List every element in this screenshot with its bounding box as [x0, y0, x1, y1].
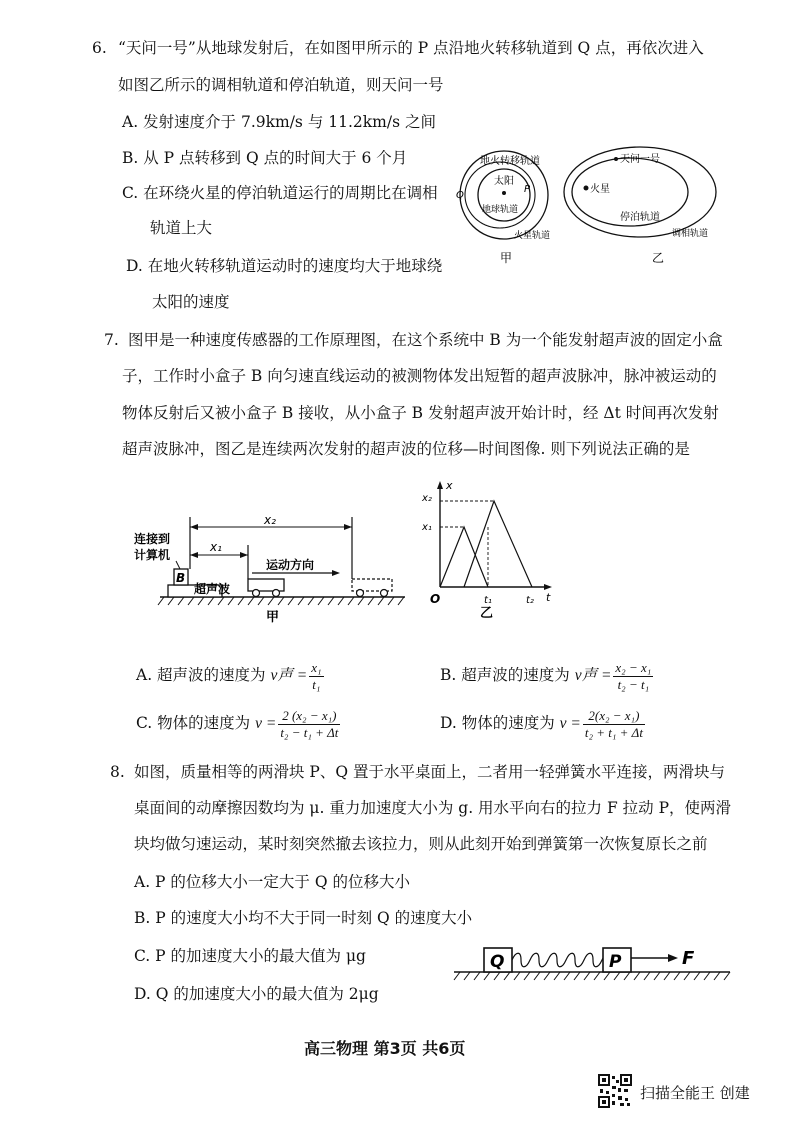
q7-yi-label-x: x	[446, 479, 453, 492]
q8-option-c: C. P 的加速度大小的最大值为 μg	[134, 947, 366, 965]
q7-sensor-figure-jia	[130, 505, 410, 630]
q8-stem-line3: 块均做匀速运动，某时刻突然撤去该拉力，则从此刻开始到弹簧第一次恢复原长之前	[134, 835, 708, 853]
q6-stem-line2: 如图乙所示的调相轨道和停泊轨道，则天问一号	[118, 76, 444, 94]
q7-jia-label-x2: x₂	[264, 513, 276, 527]
q6-yi-label-phase: 调相轨道	[672, 229, 709, 239]
q8-fig-label-q: Q	[490, 952, 505, 972]
q7-jia-label-b: B	[176, 571, 186, 585]
q7-number: 7.	[104, 331, 119, 349]
q6-jia-label-earth-orbit: 地球轨道	[482, 205, 519, 215]
q7-stem-line1: 图甲是一种速度传感器的工作原理图，在这个系统中 B 为一个能发射超声波的固定小盒	[128, 331, 723, 349]
q6-jia-label-p: P	[524, 184, 531, 195]
qr-code-icon	[598, 1074, 632, 1108]
q6-jia-label-mars-orbit: 火星轨道	[514, 231, 551, 241]
q8-fig-label-p: P	[609, 952, 622, 972]
q7-option-c	[136, 703, 342, 743]
q6-yi-label-mars: 火星	[590, 184, 610, 195]
q7-yi-label-o: O	[430, 592, 441, 606]
q7-yi-label-x2: x₂	[422, 493, 432, 504]
q7-option-b-numerator: x₂ − x₁	[615, 659, 652, 675]
q7-jia-caption: 甲	[266, 610, 280, 625]
q7-option-b-fraction	[613, 661, 653, 692]
q7-jia-label-direction: 运动方向	[266, 558, 315, 572]
q8-option-a: A. P 的位移大小一定大于 Q 的位移大小	[134, 873, 410, 891]
q6-yi-label-parking: 停泊轨道	[620, 212, 660, 223]
q7-option-b-v: v声 =	[574, 667, 612, 684]
q7-option-a	[136, 655, 326, 695]
q7-option-d-numerator: 2(x₂ − x₁)	[583, 709, 645, 725]
q7-jia-label-connect: 连接到	[134, 532, 171, 546]
q7-yi-label-t: t	[546, 591, 551, 604]
q7-stem-line4: 超声波脉冲，图乙是连续两次发射的超声波的位移—时间图像. 则下列说法正确的是	[122, 440, 690, 458]
q7-option-b-denominator: t₂ − t₁	[617, 676, 650, 692]
q7-option-a-numerator: x₁	[311, 659, 322, 675]
q7-option-d-fraction	[583, 709, 645, 740]
q7-yi-label-t1: t₁	[484, 595, 492, 606]
q7-option-a-denominator: t₁	[312, 676, 321, 692]
q7-option-d-v: v =	[559, 715, 581, 732]
q8-option-b: B. P 的速度大小均不大于同一时刻 Q 的速度大小	[134, 909, 473, 927]
q7-yi-label-x1: x₁	[422, 522, 432, 533]
q7-option-c-fraction	[278, 709, 340, 740]
q7-option-c-denominator: t₂ − t₁ + Δt	[280, 724, 339, 740]
q6-option-b: B. 从 P 点转移到 Q 点的时间大于 6 个月	[122, 149, 408, 167]
q7-option-c-text: C. 物体的速度为	[136, 714, 256, 732]
q7-option-c-v: v =	[255, 715, 277, 732]
q6-option-c-1: C. 在环绕火星的停泊轨道运行的周期比在调相	[122, 184, 438, 202]
q6-number: 6.	[92, 39, 107, 57]
q6-option-a: A. 发射速度介于 7.9km/s 与 11.2km/s 之间	[122, 113, 436, 131]
q7-option-b	[440, 655, 655, 695]
q6-orbit-figure-jia	[454, 140, 554, 270]
q6-orbit-figure-yi	[560, 140, 720, 270]
q6-option-c-2: 轨道上大	[150, 219, 213, 237]
q6-yi-caption: 乙	[652, 251, 665, 265]
q6-jia-label-q: Q	[456, 190, 464, 201]
q7-jia-label-x1: x₁	[210, 540, 222, 554]
q7-option-d-text: D. 物体的速度为	[440, 714, 560, 732]
q8-stem-line1: 如图，质量相等的两滑块 P、Q 置于水平桌面上，二者用一轻弹簧水平连接，两滑块与	[134, 763, 725, 781]
q7-jia-label-ultrasonic: 超声波	[194, 582, 231, 596]
q7-jia-label-computer: 计算机	[134, 548, 171, 562]
q7-option-b-text: B. 超声波的速度为	[440, 666, 575, 684]
q8-spring-figure	[448, 938, 738, 998]
q7-yi-caption: 乙	[480, 606, 494, 620]
q6-jia-caption: 甲	[500, 251, 513, 265]
q7-option-d	[440, 703, 647, 743]
q6-option-d-1: D. 在地火转移轨道运动时的速度均大于地球绕	[126, 257, 443, 275]
q7-option-a-fraction	[309, 661, 323, 692]
q6-jia-label-sun: 太阳	[494, 176, 514, 187]
q6-stem-line1: “天问一号”从地球发射后，在如图甲所示的 P 点沿地火转移轨道到 Q 点，再依次进入	[118, 39, 704, 57]
q7-stem-line2: 子，工作时小盒子 B 向匀速直线运动的被测物体发出短暂的超声波脉冲，脉冲被运动的	[122, 367, 717, 385]
q7-option-d-denominator: t₂ + t₁ + Δt	[584, 724, 643, 740]
q7-yi-label-t2: t₂	[526, 595, 534, 606]
page-footer: 高三物理 第3页 共6页	[304, 1039, 466, 1058]
q7-option-a-v: v声 =	[270, 667, 308, 684]
q8-option-d: D. Q 的加速度大小的最大值为 2μg	[134, 985, 379, 1003]
scanner-watermark: 扫描全能王 创建	[640, 1084, 750, 1102]
q7-option-a-text: A. 超声波的速度为	[136, 666, 271, 684]
q6-option-d-2: 太阳的速度	[152, 293, 230, 311]
q6-yi-label-tianwen: 天问一号	[620, 154, 660, 165]
q6-jia-label-top: 地火转移轨道	[480, 156, 540, 167]
q7-stem-line3: 物体反射后又被小盒子 B 接收，从小盒子 B 发射超声波开始计时，经 Δt 时间再次发射	[122, 404, 719, 422]
q8-stem-line2: 桌面间的动摩擦因数均为 μ. 重力加速度大小为 g. 用水平向右的拉力 F 拉动 P，使两滑	[134, 799, 732, 817]
q7-xt-graph-yi	[418, 475, 558, 620]
q7-option-c-numerator: 2 (x₂ − x₁)	[278, 709, 340, 725]
q8-number: 8.	[110, 763, 125, 781]
q8-fig-label-f: F	[682, 948, 695, 969]
